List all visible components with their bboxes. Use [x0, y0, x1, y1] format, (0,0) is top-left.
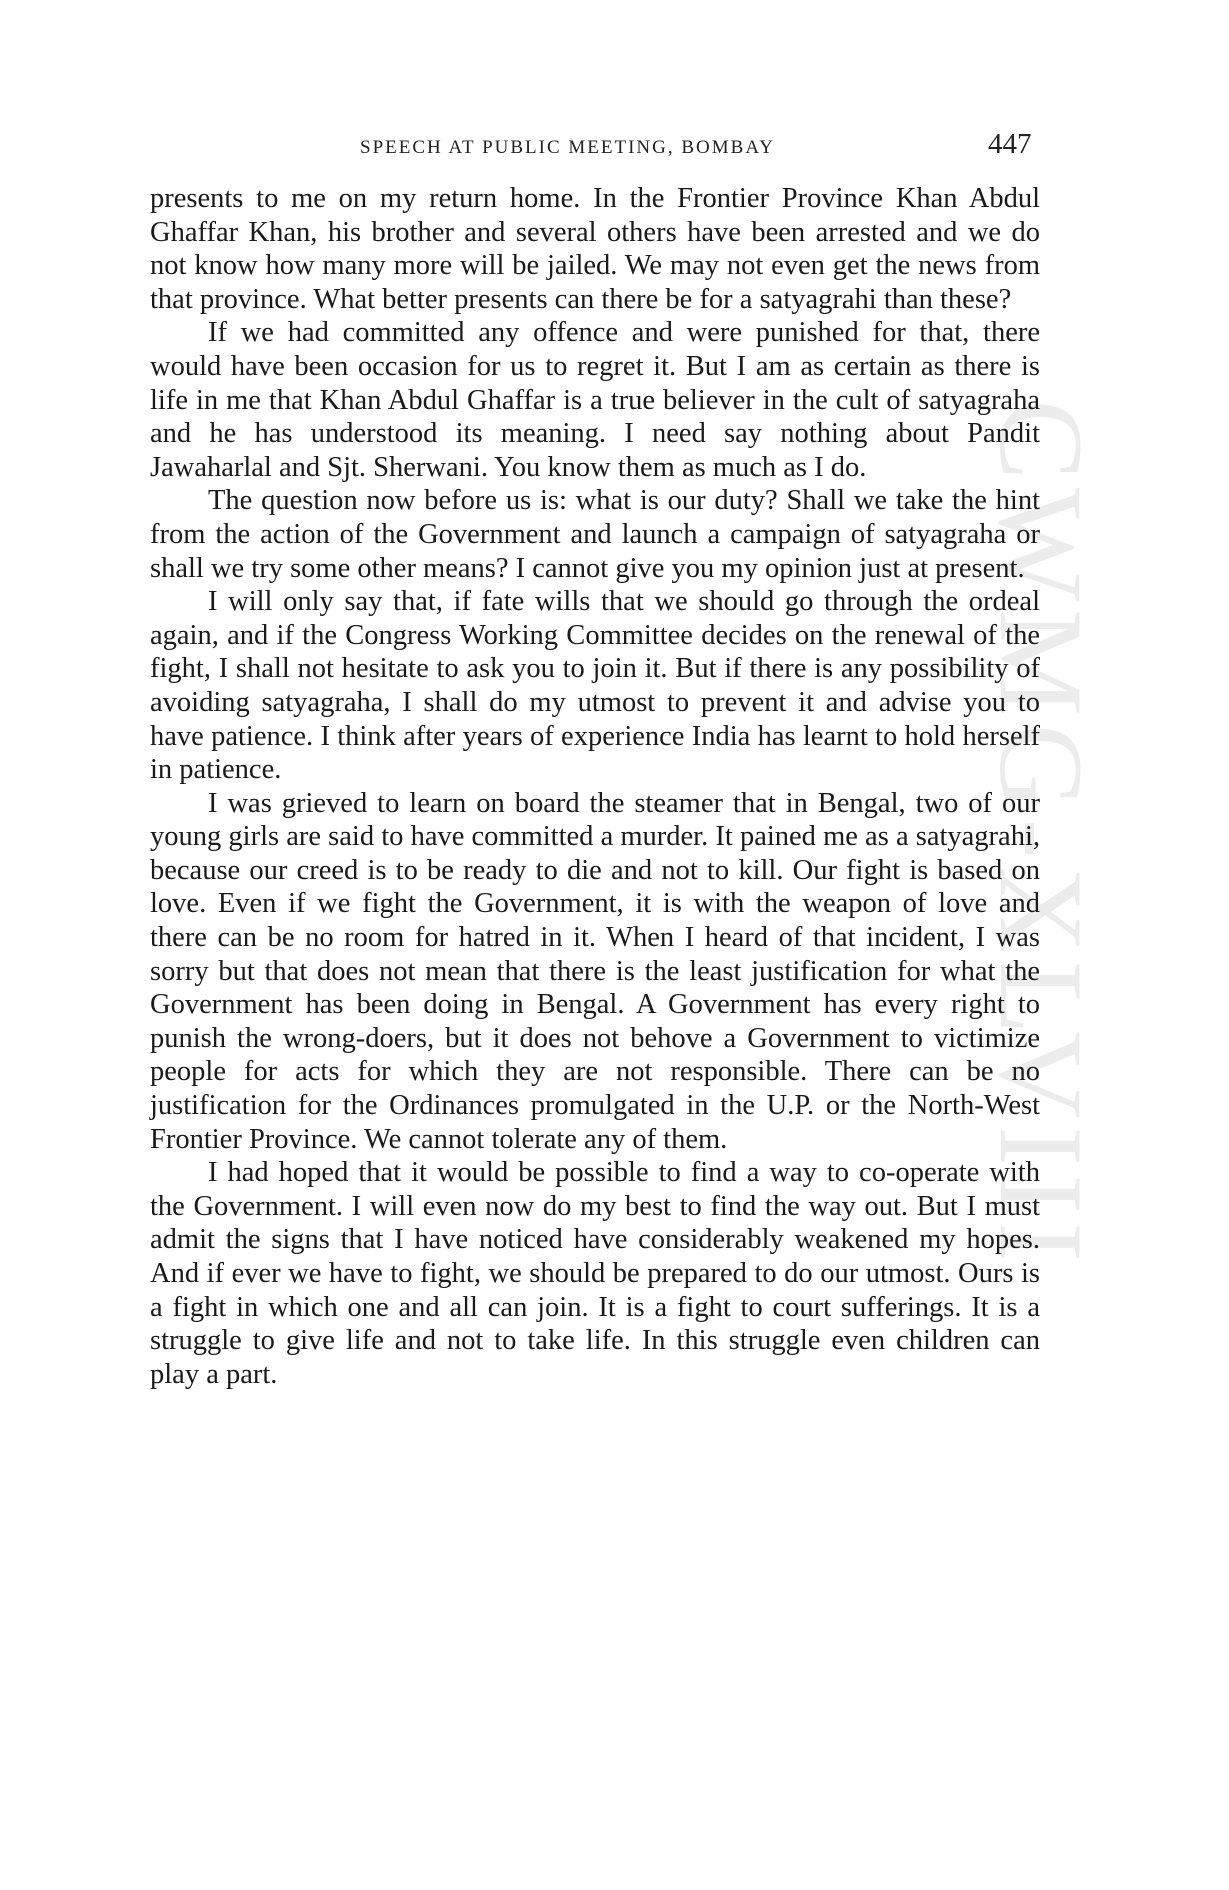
watermark-text: CWMG-XLVIII [975, 400, 1108, 1271]
paragraph-1: presents to me on my return home. In the Frontier Province Khan Abdul Ghaffar Khan, his brother and several others have been arrested and we do not know how many more will be jailed. We may not even get the news from that province. What better presents can there be for a satyagrahi than these? [150, 183, 1040, 315]
paragraph-3: The question now before us is: what is our duty? Shall we take the hint from the action of the Government and launch a campaign of satyagraha or shall we try some other means? I cannot give you my opinion just at present. [150, 485, 1040, 584]
page-number: 447 [988, 128, 1032, 160]
body-text [150, 182, 1040, 1391]
running-head: SPEECH AT PUBLIC MEETING, BOMBAY [360, 137, 776, 158]
paragraph-2: If we had committed any offence and were punished for that, there would have been occasion for us to regret it. But I am as certain as there is life in me that Khan Abdul Ghaffar is a true believer in the cult of satyagraha and he has understood its meaning. I need say nothing about Pandit Jawaharlal and Sjt. Sherwani. You know them as much as I do. [150, 317, 1040, 483]
paragraph-5: I was grieved to learn on board the steamer that in Bengal, two of our young girls are said to have committed a murder. It pained me as a satyagrahi, because our creed is to be ready to die and not to kill. Our fight is based on love. Even if we fight the Government, it is with the weapon of love and there can be no room for hatred in it. When I heard of that incident, I was sorry but that does not mean that there is the least justification for what the Government has been doing in Bengal. A Government has every right to punish the wrong-doers, but it does not behove a Government to victimize people for acts for which they are not responsible. There can be no justification for the Ordinances promulgated in the U.P. or the North-West Frontier Province. We cannot tolerate any of them. [150, 787, 1040, 1155]
paragraph-4: I will only say that, if fate wills that we should go through the ordeal again, and if the Congress Working Committee decides on the renewal of the fight, I shall not hesitate to ask you to join it. But if there is any possibility of avoiding satyagraha, I shall do my utmost to prevent it and advise you to have patience. I think after years of experience India has learnt to hold herself in patience. [150, 586, 1040, 786]
paragraph-6: I had hoped that it would be possible to find a way to co-operate with the Government. I will even now do my best to find the way out. But I must admit the signs that I have noticed have considerably weakened my hopes. And if ever we have to fight, we should be prepared to do our utmost. Ours is a fight in which one and all can join. It is a fight to court sufferings. It is a struggle to give life and not to take life. In this struggle even children can play a part. [150, 1157, 1040, 1390]
